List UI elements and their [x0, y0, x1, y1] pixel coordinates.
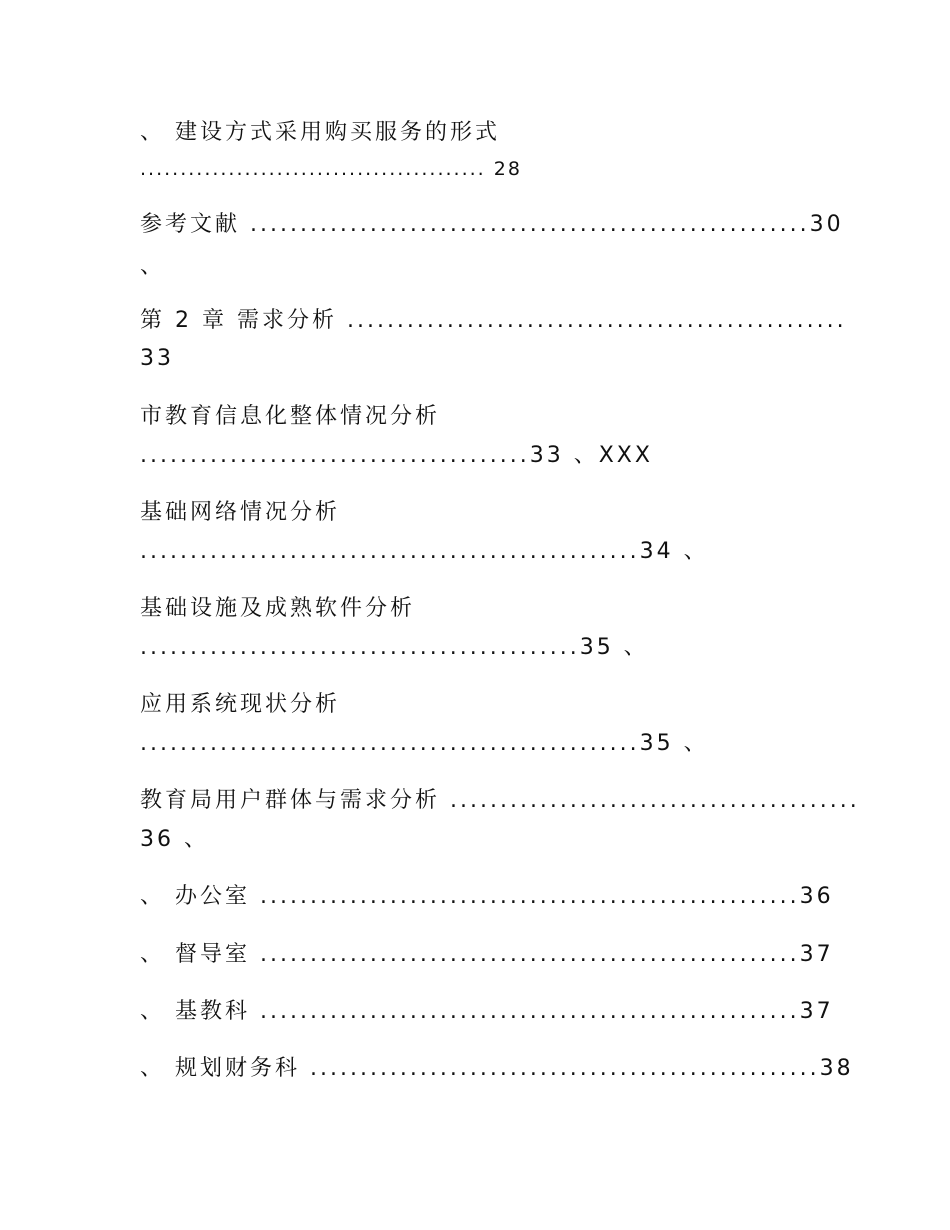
toc-entry-supervision: 、 督导室 ......................................................37	[140, 942, 834, 967]
toc-entry-user-groups: 教育局用户群体与需求分析 .........................................	[140, 788, 860, 813]
toc-entry-applications-page: ..................................................35 、	[140, 731, 709, 756]
toc-entry-planning-finance: 、 规划财务科 ...................................................38	[140, 1056, 854, 1081]
toc-entry-purchase-service-page: ........................................... 28	[140, 158, 522, 180]
toc-entry-infrastructure: 基础设施及成熟软件分析	[140, 596, 416, 621]
toc-entry-network: 基础网络情况分析	[140, 500, 341, 525]
toc-entry-chapter2-page: 33	[140, 346, 174, 371]
toc-entry-city-overall: 市教育信息化整体情况分析	[140, 404, 441, 429]
toc-entry-user-groups-page: 36 、	[140, 827, 209, 852]
toc-entry-infrastructure-page: ............................................35 、	[140, 635, 649, 660]
toc-entry-purchase-service: 、 建设方式采用购买服务的形式	[140, 120, 500, 145]
toc-entry-network-page: ..................................................34 、	[140, 539, 709, 564]
toc-entry-chapter2: 第 2 章 需求分析 ..................................................	[140, 308, 847, 333]
toc-entry-applications: 应用系统现状分析	[140, 692, 341, 717]
toc-entry-city-overall-page: .......................................33 、XXX	[140, 443, 653, 468]
toc-entry-references-cont: 、	[140, 254, 166, 279]
toc-entry-references: 参考文献 ........................................................30	[140, 212, 844, 237]
toc-entry-office: 、 办公室 ......................................................36	[140, 884, 834, 909]
toc-entry-basic-education: 、 基教科 ......................................................37	[140, 999, 834, 1024]
